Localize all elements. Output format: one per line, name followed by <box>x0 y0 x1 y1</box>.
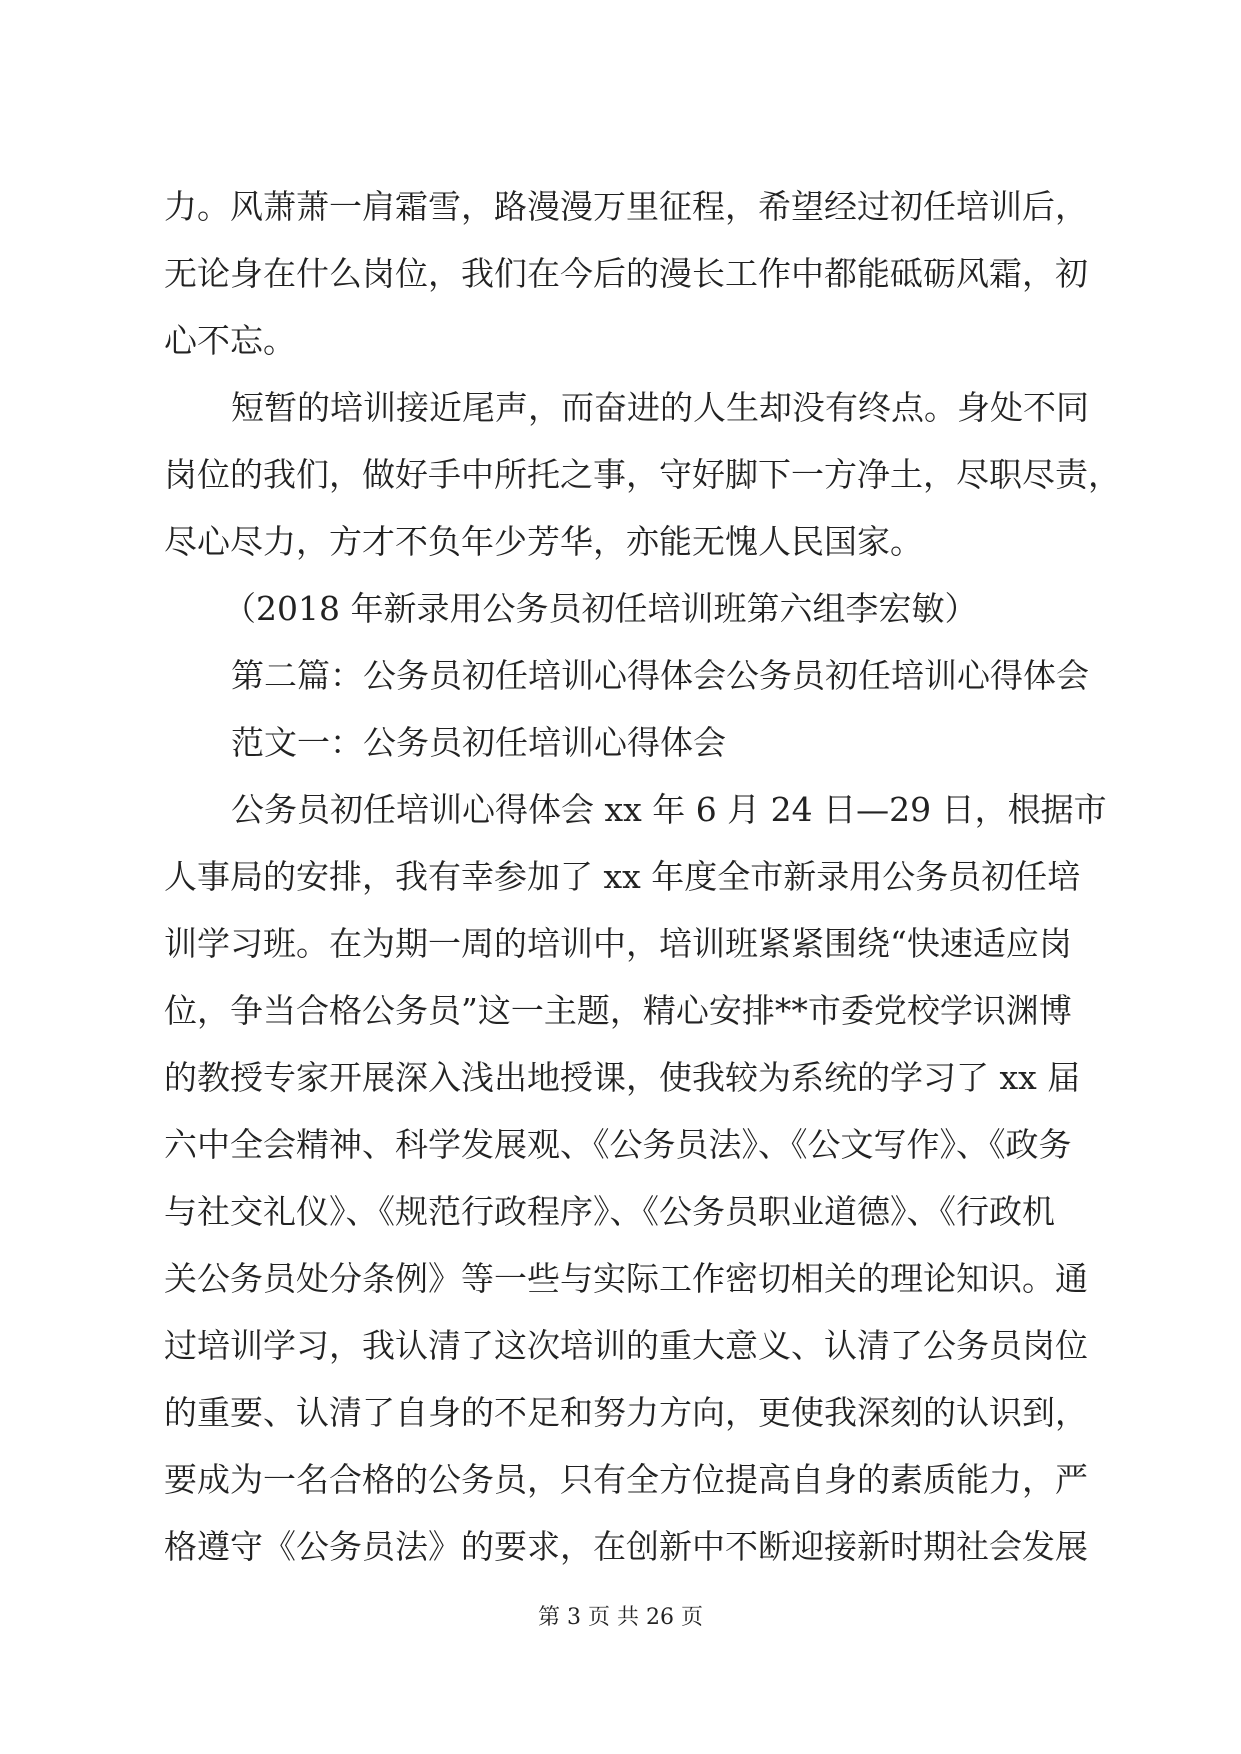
body-line-19: 的重要、认清了自身的不足和努力方向，更使我深刻的认识到， <box>164 1393 1088 1432</box>
body-line-4: 短暂的培训接近尾声，而奋进的人生却没有终点。身处不同 <box>231 388 1089 427</box>
body-line-1: 力。风萧萧一肩霜雪，路漫漫万里征程，希望经过初任培训后， <box>164 187 1088 226</box>
body-line-18: 过培训学习，我认清了这次培训的重大意义、认清了公务员岗位 <box>164 1326 1088 1365</box>
body-line-12: 训学习班。在为期一周的培训中，培训班紧紧围绕“快速适应岗 <box>164 924 1072 963</box>
body-line-10: 公务员初任培训心得体会 xx 年 6 月 24 日—29 日，根据市 <box>231 790 1107 829</box>
body-line-16: 与社交礼仪》、《规范行政程序》、《公务员职业道德》、《行政机 <box>164 1192 1055 1231</box>
body-line-14: 的教授专家开展深入浅出地授课，使我较为系统的学习了 xx 届 <box>164 1058 1081 1097</box>
section-heading: 第二篇：公务员初任培训心得体会公务员初任培训心得体会 <box>231 656 1089 695</box>
body-line-13: 位，争当合格公务员”这一主题，精心安排**市委党校学识渊博 <box>164 991 1072 1030</box>
body-line-2: 无论身在什么岗位，我们在今后的漫长工作中都能砥砺风霜，初 <box>164 254 1088 293</box>
signature-line: （2018 年新录用公务员初任培训班第六组李宏敏） <box>223 589 978 628</box>
body-line-6: 尽心尽力，方才不负年少芳华，亦能无愧人民国家。 <box>164 522 923 561</box>
body-line-17: 关公务员处分条例》等一些与实际工作密切相关的理论知识。通 <box>164 1259 1088 1298</box>
page-number-footer: 第 3 页 共 26 页 <box>538 1605 703 1630</box>
body-line-5: 岗位的我们，做好手中所托之事，守好脚下一方净土，尽职尽责， <box>164 455 1121 494</box>
body-line-20: 要成为一名合格的公务员，只有全方位提高自身的素质能力，严 <box>164 1460 1088 1499</box>
subsection-heading: 范文一：公务员初任培训心得体会 <box>231 723 726 762</box>
body-line-21: 格遵守《公务员法》的要求，在创新中不断迎接新时期社会发展 <box>164 1527 1088 1566</box>
body-line-3: 心不忘。 <box>164 321 296 360</box>
body-line-15: 六中全会精神、科学发展观、《公务员法》、《公文写作》、《政务 <box>164 1125 1072 1164</box>
body-line-11: 人事局的安排，我有幸参加了 xx 年度全市新录用公务员初任培 <box>164 857 1081 896</box>
